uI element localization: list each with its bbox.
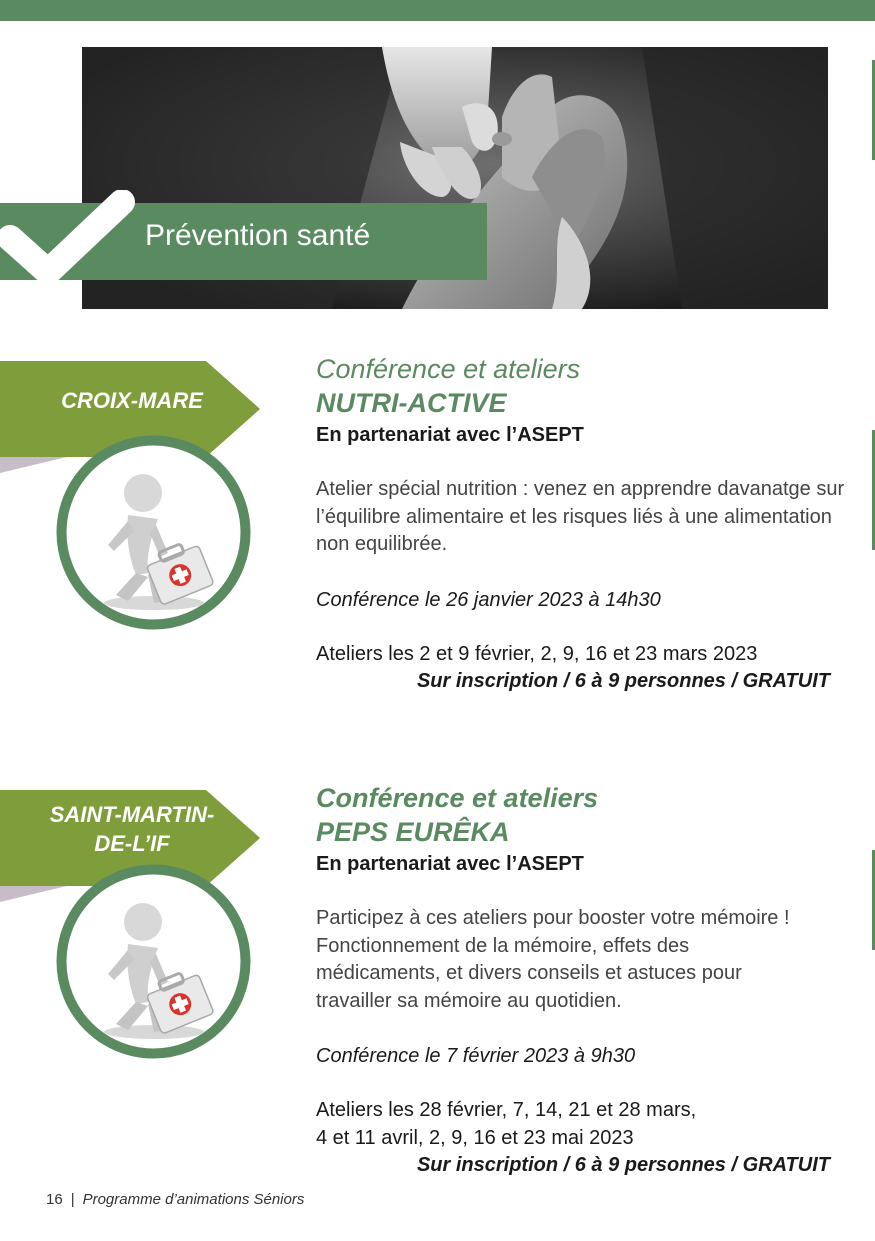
event-kicker: Conférence et ateliers (316, 783, 599, 813)
event-name: PEPS EURÊKA (316, 817, 510, 847)
location-label: SAINT-MARTIN- DE-L’IF (49, 802, 215, 856)
footer-separator: | (70, 1191, 75, 1208)
event-partner: En partenariat avec l’ASEPT (316, 424, 584, 446)
checkmark-icon (0, 190, 140, 285)
event-card (316, 781, 846, 1180)
event-inscription: Sur inscription / 6 à 9 personnes / GRATUIT (416, 670, 830, 692)
location-label: CROIX-MARE (61, 388, 203, 413)
event-card (316, 352, 846, 696)
event-name: NUTRI-ACTIVE (316, 388, 507, 418)
event-conference-date: Conférence le 7 février 2023 à 9h30 (316, 1045, 636, 1067)
event-kicker: Conférence et ateliers (316, 354, 581, 384)
page-footer (46, 1191, 304, 1208)
event-partner: En partenariat avec l’ASEPT (316, 853, 584, 875)
event-ateliers-dates: Ateliers les 28 février, 7, 14, 21 et 28 mars, 4 et 11 avril, 2, 9, 16 et 23 mai 2023 (316, 1099, 697, 1149)
event-conference-date: Conférence le 26 janvier 2023 à 14h30 (316, 588, 661, 611)
top-bar (0, 0, 875, 21)
first-aid-figure-icon (56, 864, 251, 1059)
section-title: Prévention santé (145, 219, 371, 252)
footer-title: Programme d’animations Séniors (82, 1191, 305, 1208)
page-number: 16 (46, 1191, 63, 1208)
event-description: Atelier spécial nutrition : venez en apprendre davanatge sur l’équilibre alimentaire et les risques liés à une alimentation non equilibrée. (316, 478, 845, 555)
first-aid-figure-icon (56, 435, 251, 630)
event-ateliers-dates: Ateliers les 2 et 9 février, 2, 9, 16 et 23 mars 2023 (316, 642, 758, 665)
event-description: Participez à ces ateliers pour booster votre mémoire ! Fonctionnement de la mémoire, effets des médicaments, et divers conseils et astuces pour travailler sa mémoire au quotidien. (316, 907, 790, 1012)
event-inscription: Sur inscription / 6 à 9 personnes / GRATUIT (416, 1154, 830, 1176)
